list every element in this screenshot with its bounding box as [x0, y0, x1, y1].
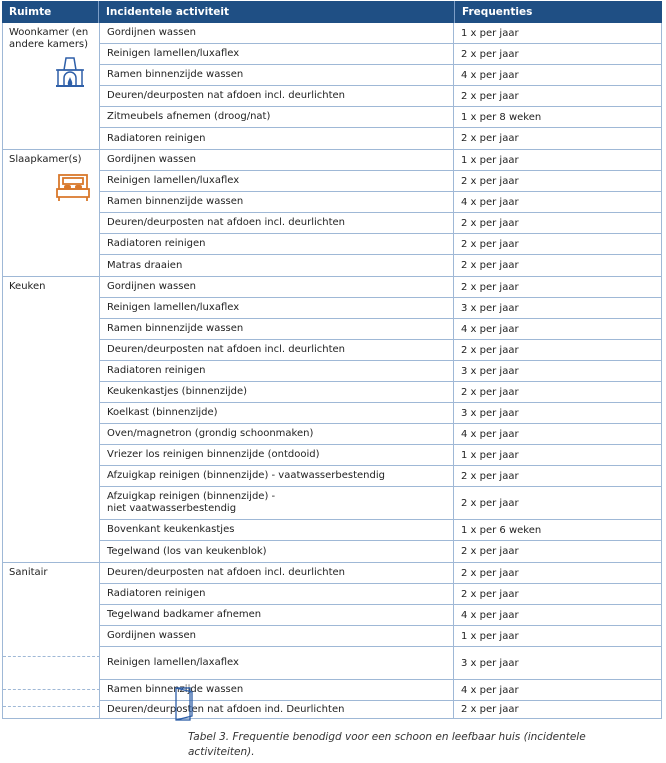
activity-cell: Matras draaien — [100, 255, 454, 276]
table-row — [100, 626, 661, 647]
frequency-cell: 4 x per jaar — [461, 196, 519, 208]
frequency-cell: 1 x per jaar — [461, 630, 519, 642]
room-label: Woonkamer (en andere kamers) — [9, 27, 89, 50]
activity-cell: Gordijnen wassen — [100, 277, 454, 297]
table-section — [2, 150, 662, 277]
header-activity: Incidentele activiteit — [99, 1, 455, 23]
activity-cell: Koelkast (binnenzijde) — [100, 403, 454, 423]
table-caption: Tabel 3. Frequentie benodigd voor een schoon en leefbaar huis (incidentele activiteiten). — [188, 731, 586, 758]
table-row — [100, 192, 661, 213]
table-row — [100, 86, 661, 107]
frequency-cell: 4 x per jaar — [461, 69, 519, 81]
activity-cell: Radiatoren reinigen — [100, 234, 454, 254]
activity-cell: Bovenkant keukenkastjes — [100, 520, 454, 540]
activity-cell: Vriezer los reinigen binnenzijde (ontdooid) — [100, 445, 454, 465]
room-label: Slaapkamer(s) — [9, 154, 82, 165]
activity-cell: Deuren/deurposten nat afdoen incl. deurlichten — [100, 563, 454, 583]
room-cell — [3, 277, 100, 562]
section-rows — [100, 277, 661, 562]
activity-cell: Ramen binnenzijde wassen — [100, 192, 454, 212]
frequency-cell: 2 x per jaar — [461, 567, 519, 579]
room-cell — [3, 563, 100, 718]
table-row — [100, 520, 661, 541]
frequency-cell: 2 x per jaar — [461, 133, 519, 144]
frequency-cell: 2 x per jaar — [461, 497, 519, 509]
section-rows — [100, 150, 661, 276]
table-body — [2, 23, 662, 719]
room-divider — [3, 689, 100, 690]
table-row — [100, 213, 661, 234]
frequency-cell: 2 x per jaar — [461, 546, 519, 557]
table-row — [100, 150, 661, 171]
cleaning-frequency-table — [2, 1, 662, 719]
frequency-cell: 2 x per jaar — [461, 386, 519, 398]
frequency-cell: 2 x per jaar — [461, 175, 519, 187]
frequency-cell: 2 x per jaar — [461, 470, 519, 482]
activity-cell: Ramen binnenzijde wassen — [100, 319, 454, 339]
fireplace-icon — [55, 56, 85, 92]
table-row — [100, 298, 661, 319]
activity-cell: Zitmeubels afnemen (droog/nat) — [100, 107, 454, 127]
table-row — [100, 319, 661, 340]
activity-cell: Reinigen lamellen/luxaflex — [100, 44, 454, 64]
table-row — [100, 541, 661, 562]
activity-cell: Afzuigkap reinigen (binnenzijde) - niet vaatwasserbestendig — [100, 487, 454, 519]
frequency-cell: 2 x per jaar — [461, 344, 519, 356]
table-row — [100, 65, 661, 86]
frequency-cell: 4 x per jaar — [461, 609, 519, 621]
frequency-cell: 2 x per jaar — [461, 90, 519, 102]
room-divider — [3, 706, 100, 707]
frequency-cell: 2 x per jaar — [461, 704, 519, 715]
activity-cell: Afzuigkap reinigen (binnenzijde) - vaatwasserbestendig — [100, 466, 454, 486]
table-row — [100, 605, 661, 626]
activity-cell: Reinigen lamellen/laxaflex — [100, 647, 454, 679]
bed-icon — [56, 172, 90, 206]
frequency-cell: 2 x per jaar — [461, 48, 519, 60]
table-row — [100, 277, 661, 298]
frequency-cell: 1 x per jaar — [461, 154, 519, 166]
table-row — [100, 128, 661, 149]
activity-cell: Tegelwand (los van keukenblok) — [100, 541, 454, 562]
activity-cell: Gordijnen wassen — [100, 626, 454, 646]
section-rows — [100, 23, 661, 149]
frequency-cell: 4 x per jaar — [461, 684, 519, 696]
frequency-cell: 1 x per 6 weken — [461, 524, 542, 536]
activity-cell: Deuren/deurposten nat afdoen ind. Deurlichten — [100, 701, 454, 718]
frequency-cell: 2 x per jaar — [461, 281, 519, 293]
table-row — [100, 584, 661, 605]
table-row — [100, 466, 661, 487]
activity-cell: Deuren/deurposten nat afdoen incl. deurlichten — [100, 213, 454, 233]
room-label: Sanitair — [9, 567, 48, 578]
activity-cell: Deuren/deurposten nat afdoen incl. deurlichten — [100, 340, 454, 360]
frequency-cell: 3 x per jaar — [461, 657, 519, 669]
table-row — [100, 403, 661, 424]
frequency-cell: 4 x per jaar — [461, 428, 519, 440]
activity-cell: Ramen binnenzijde wassen — [100, 65, 454, 85]
table-row — [100, 44, 661, 65]
table-section — [2, 277, 662, 563]
activity-cell: Deuren/deurposten nat afdoen incl. deurlichten — [100, 86, 454, 106]
activity-cell: Oven/magnetron (grondig schoonmaken) — [100, 424, 454, 444]
frequency-cell: 4 x per jaar — [461, 323, 519, 335]
table-row — [100, 361, 661, 382]
frequency-cell: 2 x per jaar — [461, 238, 519, 250]
room-cell — [3, 150, 100, 276]
frequency-cell: 2 x per jaar — [461, 588, 519, 600]
table-row — [100, 487, 661, 520]
frequency-cell: 2 x per jaar — [461, 217, 519, 229]
room-label: Keuken — [9, 281, 46, 292]
table-section — [2, 563, 662, 719]
activity-cell: Tegelwand badkamer afnemen — [100, 605, 454, 625]
table-row — [100, 445, 661, 466]
activity-cell: Radiatoren reinigen — [100, 584, 454, 604]
activity-cell: Reinigen lamellen/luxaflex — [100, 171, 454, 191]
room-cell — [3, 23, 100, 149]
room-divider — [3, 656, 100, 657]
frequency-cell: 3 x per jaar — [461, 407, 519, 419]
table-row — [100, 424, 661, 445]
table-row — [100, 382, 661, 403]
frequency-cell: 3 x per jaar — [461, 302, 519, 314]
frequency-cell: 3 x per jaar — [461, 365, 519, 377]
table-row — [100, 234, 661, 255]
activity-cell: Radiatoren reinigen — [100, 128, 454, 149]
table-row — [100, 23, 661, 44]
table-row — [100, 647, 661, 680]
table-row — [100, 107, 661, 128]
table-row — [100, 171, 661, 192]
header-frequency: Frequenties — [462, 6, 533, 18]
table-row — [100, 563, 661, 584]
activity-cell: Reinigen lamellen/luxaflex — [100, 298, 454, 318]
activity-cell: Gordijnen wassen — [100, 23, 454, 43]
table-row — [100, 340, 661, 361]
frequency-cell: 1 x per jaar — [461, 449, 519, 461]
activity-cell: Keukenkastjes (binnenzijde) — [100, 382, 454, 402]
table-header — [2, 1, 662, 23]
activity-cell: Ramen binnenzijde wassen — [100, 680, 454, 700]
table-row — [100, 255, 661, 276]
frequency-cell: 1 x per jaar — [461, 27, 519, 39]
frequency-cell: 1 x per 8 weken — [461, 111, 542, 123]
header-room: Ruimte — [2, 1, 99, 23]
table-section — [2, 23, 662, 150]
activity-cell: Gordijnen wassen — [100, 150, 454, 170]
frequency-cell: 2 x per jaar — [461, 260, 519, 271]
door-icon — [174, 687, 196, 725]
activity-cell: Radiatoren reinigen — [100, 361, 454, 381]
